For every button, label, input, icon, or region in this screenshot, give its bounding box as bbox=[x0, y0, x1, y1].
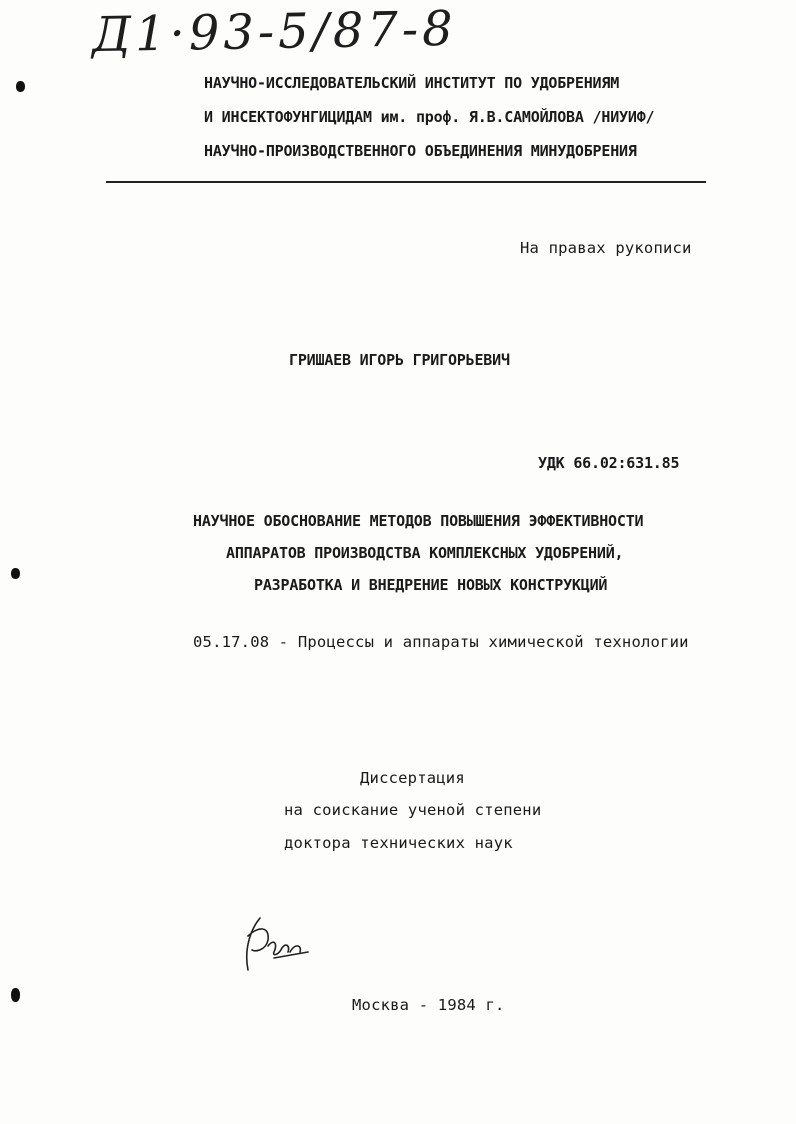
institute-line-3: НАУЧНО-ПРОИЗВОДСТВЕННОГО ОБЪЕДИНЕНИЯ МИНУДОБРЕНИЯ bbox=[204, 142, 637, 160]
punch-hole-top bbox=[16, 81, 25, 92]
archive-code-handwritten: Д1·93-5/87-8 bbox=[91, 0, 458, 64]
udc-code: УДК 66.02:631.85 bbox=[538, 454, 680, 472]
title-line-2: АППАРАТОВ ПРОИЗВОДСТВА КОМПЛЕКСНЫХ УДОБРЕНИЙ, bbox=[226, 544, 624, 562]
specialty-code: 05.17.08 - Процессы и аппараты химической технологии bbox=[193, 633, 689, 651]
punch-hole-middle bbox=[11, 568, 20, 579]
institute-line-2: И ИНСЕКТОФУНГИЦИДАМ им. проф. Я.В.САМОЙЛОВА /НИУИФ/ bbox=[204, 108, 655, 126]
degree-line-3: доктора технических наук bbox=[284, 834, 513, 852]
degree-line-2: на соискание ученой степени bbox=[284, 801, 542, 819]
author-name: ГРИШАЕВ ИГОРЬ ГРИГОРЬЕВИЧ bbox=[289, 351, 510, 369]
title-line-1: НАУЧНОЕ ОБОСНОВАНИЕ МЕТОДОВ ПОВЫШЕНИЯ ЭФФЕКТИВНОСТИ bbox=[193, 512, 644, 530]
handwritten-signature bbox=[238, 912, 318, 982]
place-and-date: Москва - 1984 г. bbox=[352, 996, 505, 1014]
manuscript-note: На правах рукописи bbox=[520, 239, 692, 257]
title-line-3: РАЗРАБОТКА И ВНЕДРЕНИЕ НОВЫХ КОНСТРУКЦИЙ bbox=[254, 576, 608, 594]
header-divider bbox=[106, 181, 706, 183]
institute-line-1: НАУЧНО-ИССЛЕДОВАТЕЛЬСКИЙ ИНСТИТУТ ПО УДОБРЕНИЯМ bbox=[204, 74, 620, 92]
punch-hole-bottom bbox=[11, 988, 20, 1002]
degree-line-1: Диссертация bbox=[360, 769, 465, 787]
